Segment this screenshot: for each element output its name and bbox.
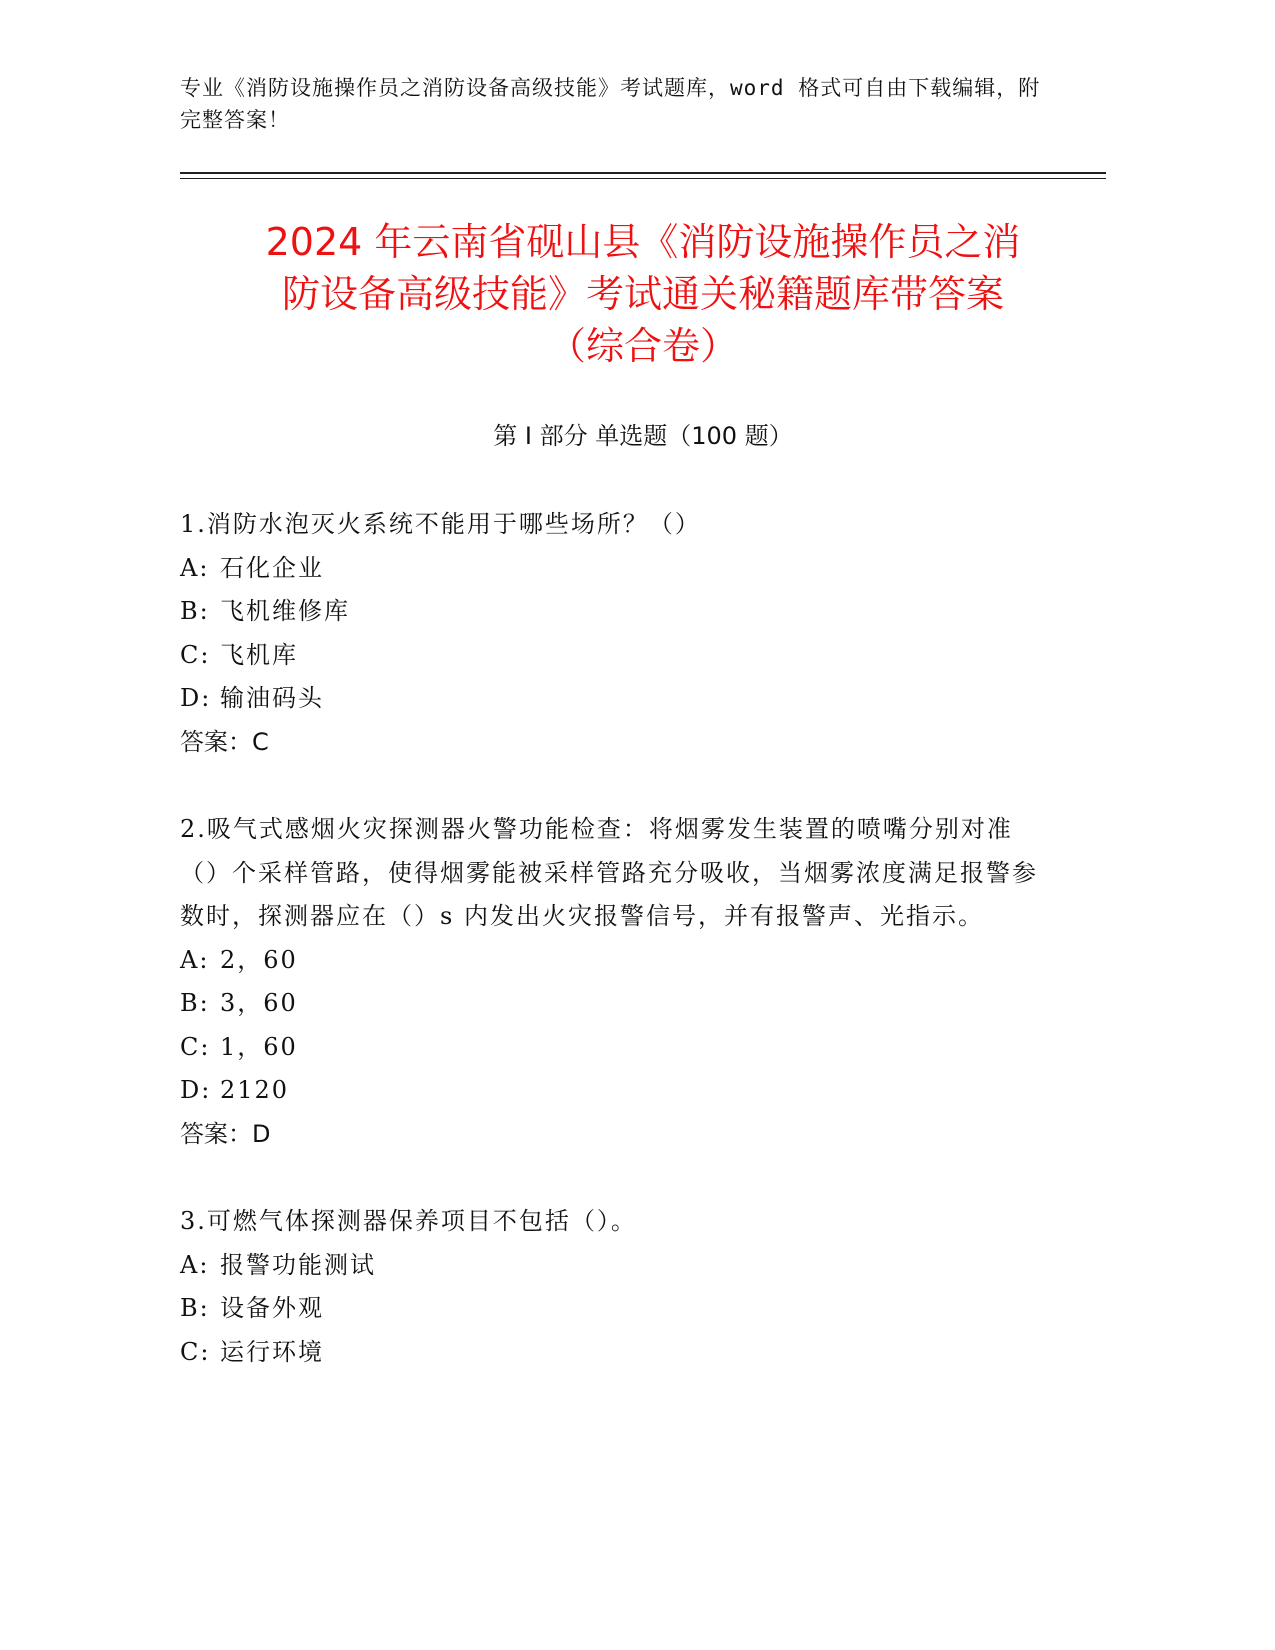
option-a bbox=[180, 1244, 1040, 1288]
option-text: 2，60 bbox=[220, 945, 298, 974]
header-divider-thick bbox=[180, 172, 1106, 174]
question-stem: 3.可燃气体探测器保养项目不包括（）。 bbox=[180, 1207, 637, 1235]
question-1 bbox=[180, 503, 1040, 764]
option-text: 输油码头 bbox=[220, 684, 324, 712]
option-a bbox=[180, 547, 1040, 591]
document-title-line-2: 防设备高级技能》考试通关秘籍题库带答案 bbox=[281, 272, 1004, 316]
question-list bbox=[180, 503, 1040, 1418]
question-stem: 2.吸气式感烟火灾探测器火警功能检查：将烟雾发生装置的喷嘴分别对准（）个采样管路，使得烟雾能被采样管路充分吸收，当烟雾浓度满足报警参数时，探测器应在（）s 内发出火灾报警信号，并有报警声、光指示。 bbox=[180, 815, 1038, 930]
option-text: 设备外观 bbox=[220, 1294, 324, 1322]
option-d bbox=[180, 1069, 1040, 1113]
option-key: C: bbox=[180, 640, 211, 669]
answer: 答案：D bbox=[180, 1119, 271, 1148]
question-2 bbox=[180, 808, 1040, 1156]
question-stem: 1.消防水泡灭火系统不能用于哪些场所？（） bbox=[180, 510, 701, 538]
option-text: 1，60 bbox=[220, 1032, 298, 1061]
option-text: 2120 bbox=[220, 1076, 290, 1104]
option-text: 报警功能测试 bbox=[220, 1250, 376, 1279]
option-c bbox=[180, 1026, 1040, 1070]
option-b bbox=[180, 1287, 1040, 1331]
option-text: 3，60 bbox=[220, 989, 298, 1017]
document-title-line-1: 2024 年云南省砚山县《消防设施操作员之消 bbox=[265, 220, 1021, 264]
document-title bbox=[180, 216, 1106, 372]
option-key: A: bbox=[180, 553, 210, 582]
option-key: A: bbox=[180, 1250, 210, 1279]
option-key: B: bbox=[180, 989, 210, 1017]
option-text: 飞机库 bbox=[220, 640, 298, 669]
document-title-line-3: （综合卷） bbox=[547, 324, 738, 368]
option-key: C: bbox=[180, 1337, 211, 1366]
option-d bbox=[180, 677, 1040, 721]
section-title: 第 I 部分 单选题（100 题） bbox=[493, 422, 793, 450]
option-c bbox=[180, 1331, 1040, 1375]
option-key: B: bbox=[180, 1294, 210, 1322]
option-b bbox=[180, 982, 1040, 1026]
option-key: B: bbox=[180, 597, 210, 625]
header-divider-thin bbox=[180, 178, 1106, 179]
option-key: D: bbox=[180, 1076, 212, 1104]
option-c bbox=[180, 634, 1040, 678]
option-key: C: bbox=[180, 1032, 211, 1061]
option-text: 飞机维修库 bbox=[220, 597, 350, 625]
header-note: 专业《消防设施操作员之消防设备高级技能》考试题库，word 格式可自由下载编辑，附完整答案！ bbox=[180, 76, 1041, 132]
option-text: 运行环境 bbox=[220, 1337, 324, 1366]
option-b bbox=[180, 590, 1040, 634]
answer: 答案：C bbox=[180, 727, 269, 756]
option-text: 石化企业 bbox=[220, 553, 324, 582]
option-key: D: bbox=[180, 684, 212, 712]
option-a bbox=[180, 939, 1040, 983]
option-key: A: bbox=[180, 945, 210, 974]
question-3 bbox=[180, 1200, 1040, 1374]
